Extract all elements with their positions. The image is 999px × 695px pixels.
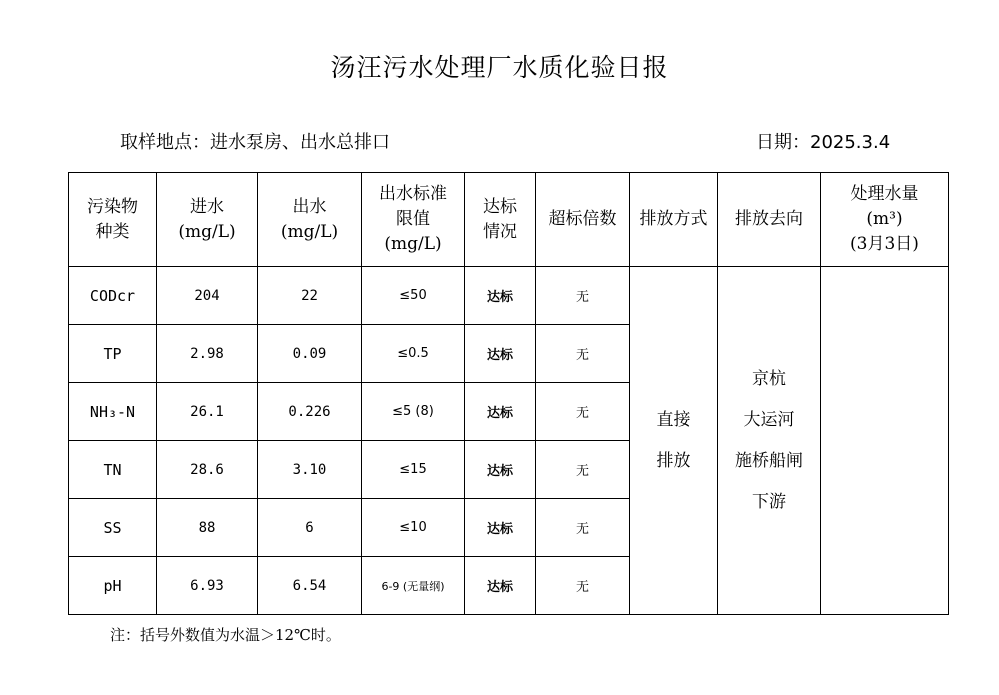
pollutant-name: TN — [69, 441, 157, 499]
limit-value: ≤5 (8) — [362, 383, 465, 441]
outflow-value: 6.54 — [258, 557, 362, 615]
pollutant-name: NH₃-N — [69, 383, 157, 441]
pollutant-name: TP — [69, 325, 157, 383]
header-exceed: 超标倍数 — [536, 173, 630, 267]
header-compliance: 达标 情况 — [465, 173, 536, 267]
outflow-value: 22 — [258, 267, 362, 325]
header-inflow: 进水 (mg/L) — [157, 173, 258, 267]
compliance-status: 达标 — [465, 267, 536, 325]
exceed-value: 无 — [536, 383, 630, 441]
limit-value: ≤50 — [362, 267, 465, 325]
sampling-location: 取样地点：进水泵房、出水总排口 — [120, 132, 390, 153]
inflow-value: 204 — [157, 267, 258, 325]
outflow-value: 0.09 — [258, 325, 362, 383]
compliance-status: 达标 — [465, 557, 536, 615]
water-quality-table — [68, 172, 949, 615]
report-date: 日期：2025.3.4 — [756, 132, 891, 153]
limit-value: ≤0.5 — [362, 325, 465, 383]
header-pollutant: 污染物 种类 — [69, 173, 157, 267]
header-limit: 出水标准 限值 (mg/L) — [362, 173, 465, 267]
inflow-value: 88 — [157, 499, 258, 557]
volume-cell — [821, 267, 949, 615]
inflow-value: 2.98 — [157, 325, 258, 383]
outflow-value: 6 — [258, 499, 362, 557]
limit-value: ≤15 — [362, 441, 465, 499]
exceed-value: 无 — [536, 557, 630, 615]
footnote: 注：括号外数值为水温＞12℃时。 — [110, 626, 341, 644]
exceed-value: 无 — [536, 267, 630, 325]
exceed-value: 无 — [536, 499, 630, 557]
pollutant-name: SS — [69, 499, 157, 557]
compliance-status: 达标 — [465, 383, 536, 441]
discharge-dest-cell: 京杭 大运河 施桥船闸 下游 — [718, 267, 821, 615]
exceed-value: 无 — [536, 441, 630, 499]
discharge-method-cell: 直接 排放 — [630, 267, 718, 615]
header-discharge-dest: 排放去向 — [718, 173, 821, 267]
limit-value: ≤10 — [362, 499, 465, 557]
limit-value: 6-9 (无量纲) — [362, 557, 465, 615]
pollutant-name: CODcr — [69, 267, 157, 325]
inflow-value: 28.6 — [157, 441, 258, 499]
outflow-value: 0.226 — [258, 383, 362, 441]
outflow-value: 3.10 — [258, 441, 362, 499]
compliance-status: 达标 — [465, 499, 536, 557]
exceed-value: 无 — [536, 325, 630, 383]
compliance-status: 达标 — [465, 325, 536, 383]
header-volume: 处理水量 (m³) (3月3日) — [821, 173, 949, 267]
table-header-row — [69, 173, 949, 267]
header-discharge-method: 排放方式 — [630, 173, 718, 267]
inflow-value: 6.93 — [157, 557, 258, 615]
pollutant-name: pH — [69, 557, 157, 615]
header-outflow: 出水 (mg/L) — [258, 173, 362, 267]
report-title: 汤汪污水处理厂水质化验日报 — [330, 53, 669, 82]
inflow-value: 26.1 — [157, 383, 258, 441]
compliance-status: 达标 — [465, 441, 536, 499]
table-row — [69, 267, 949, 325]
